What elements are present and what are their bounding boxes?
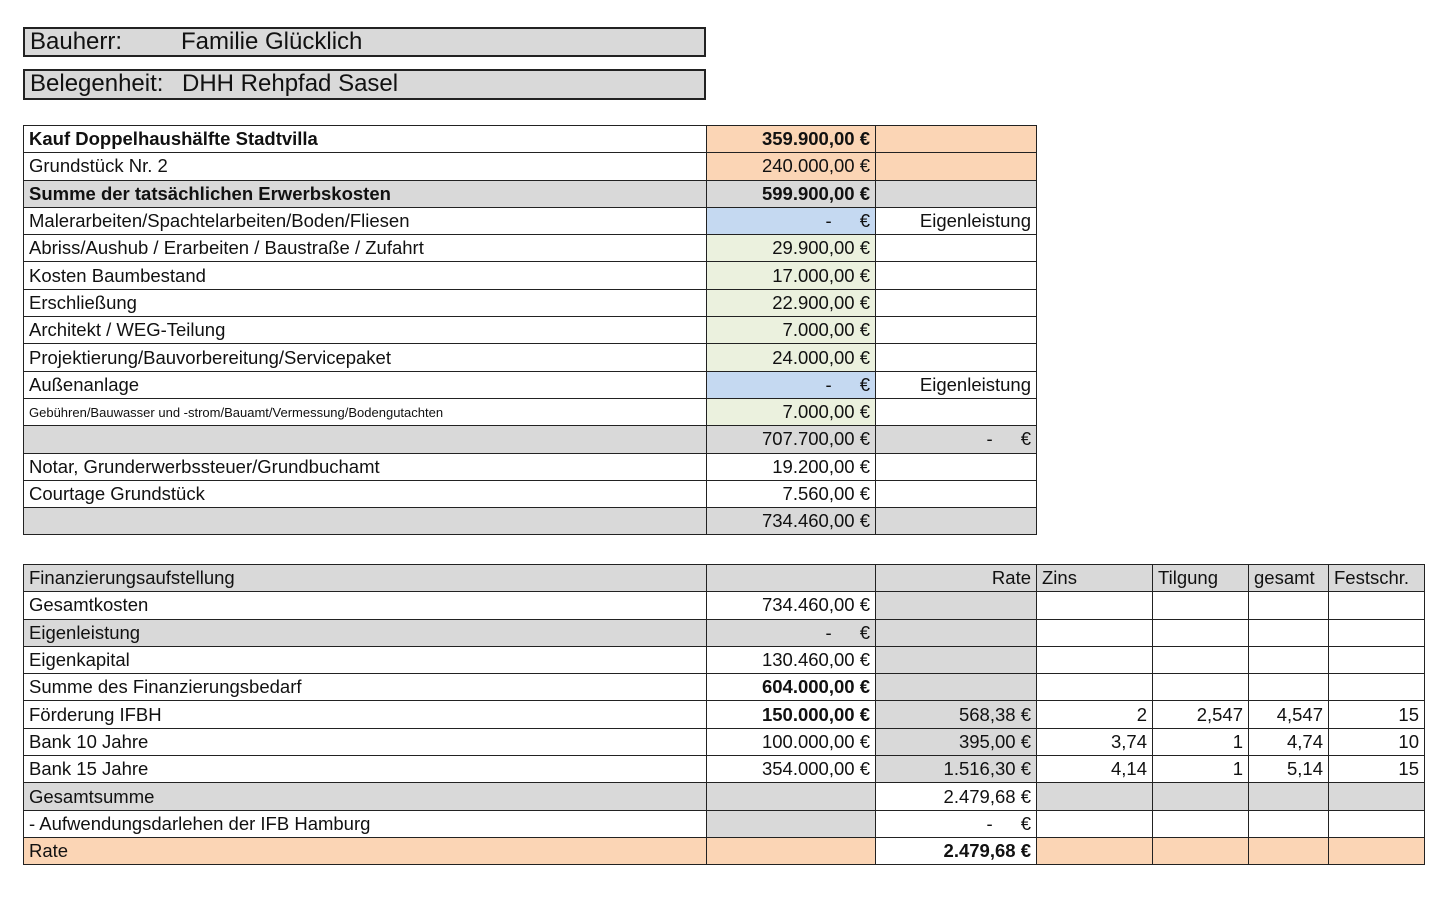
table-row (24, 289, 1037, 316)
finance-label: Bank 10 Jahre (24, 728, 707, 755)
table-row (24, 180, 1037, 207)
header-amount (707, 565, 876, 592)
header-festschr: Festschr. (1329, 565, 1425, 592)
cost-value: 7.000,00 € (707, 317, 876, 344)
finance-gesamt (1249, 783, 1329, 810)
finance-gesamt (1249, 619, 1329, 646)
finance-gesamt (1249, 837, 1329, 864)
cost-note (876, 398, 1037, 425)
finance-amount: 130.460,00 € (707, 646, 876, 673)
finance-label: Gesamtkosten (24, 592, 707, 619)
finance-tilgung (1153, 674, 1249, 701)
cost-note (876, 180, 1037, 207)
finance-tilgung: 1 (1153, 756, 1249, 783)
finance-amount (707, 619, 876, 646)
finance-rate (876, 646, 1037, 673)
cost-label: Abriss/Aushub / Erarbeiten / Baustraße / Zufahrt (24, 235, 707, 262)
cost-note (876, 153, 1037, 180)
cost-label: Courtage Grundstück (24, 480, 707, 507)
finance-amount: 604.000,00 € (707, 674, 876, 701)
table-row (24, 783, 1425, 810)
finance-gesamt (1249, 810, 1329, 837)
dash-value: - (825, 621, 832, 643)
table-row (24, 153, 1037, 180)
finance-festschr (1329, 837, 1425, 864)
cost-value: 17.000,00 € (707, 262, 876, 289)
belegenheit-label: Belegenheit: (30, 70, 164, 97)
cost-label: Gebühren/Bauwasser und -strom/Bauamt/Vermessung/Bodengutachten (24, 398, 707, 425)
table-row (24, 728, 1425, 755)
cost-label: Erschließung (24, 289, 707, 316)
finance-tilgung (1153, 810, 1249, 837)
finance-tilgung: 1 (1153, 728, 1249, 755)
finance-zins (1037, 837, 1153, 864)
cost-value: 707.700,00 € (707, 426, 876, 453)
cost-table (23, 125, 1037, 535)
table-row (24, 207, 1037, 234)
finance-amount: 354.000,00 € (707, 756, 876, 783)
cost-label: Architekt / WEG-Teilung (24, 317, 707, 344)
euro-unit: € (1020, 428, 1031, 450)
cost-label: Kosten Baumbestand (24, 262, 707, 289)
belegenheit-value: DHH Rehpfad Sasel (182, 70, 399, 97)
finance-zins (1037, 646, 1153, 673)
finance-rate: 2.479,68 € (876, 783, 1037, 810)
cost-note (876, 235, 1037, 262)
cost-label: Kauf Doppelhaushälfte Stadtvilla (24, 126, 707, 153)
cost-note: Eigenleistung (876, 371, 1037, 398)
bauherr-box (23, 27, 706, 57)
finance-tilgung: 2,547 (1153, 701, 1249, 728)
table-row (24, 453, 1037, 480)
table-row (24, 398, 1037, 425)
euro-unit: € (859, 373, 870, 395)
table-row (24, 480, 1037, 507)
cost-note (876, 262, 1037, 289)
cost-value: 240.000,00 € (707, 153, 876, 180)
finance-festschr: 10 (1329, 728, 1425, 755)
finance-gesamt (1249, 674, 1329, 701)
table-row (24, 619, 1425, 646)
euro-unit: € (859, 621, 870, 643)
table-row (24, 592, 1425, 619)
table-row (24, 317, 1037, 344)
finance-tilgung (1153, 646, 1249, 673)
finance-zins (1037, 619, 1153, 646)
finance-zins (1037, 592, 1153, 619)
finance-rate (876, 674, 1037, 701)
header-gesamt: gesamt (1249, 565, 1329, 592)
cost-value: 29.900,00 € (707, 235, 876, 262)
finance-amount: 734.460,00 € (707, 592, 876, 619)
cost-value: 7.000,00 € (707, 398, 876, 425)
finance-festschr: 15 (1329, 756, 1425, 783)
finance-label: Bank 15 Jahre (24, 756, 707, 783)
euro-unit: € (1020, 812, 1031, 834)
finance-label: Summe des Finanzierungsbedarf (24, 674, 707, 701)
finance-amount: 100.000,00 € (707, 728, 876, 755)
belegenheit-box (23, 69, 706, 100)
finance-festschr (1329, 646, 1425, 673)
dash-value: - (986, 428, 993, 450)
finance-table (23, 564, 1425, 865)
finance-zins (1037, 810, 1153, 837)
cost-label: Malerarbeiten/Spachtelarbeiten/Boden/Fliesen (24, 207, 707, 234)
dash-value: - (825, 210, 832, 232)
cost-value: 7.560,00 € (707, 480, 876, 507)
finance-gesamt (1249, 646, 1329, 673)
finance-zins: 4,14 (1037, 756, 1153, 783)
finance-tilgung (1153, 837, 1249, 864)
cost-value: 22.900,00 € (707, 289, 876, 316)
finance-rate (876, 619, 1037, 646)
cost-label: Grundstück Nr. 2 (24, 153, 707, 180)
finance-gesamt: 5,14 (1249, 756, 1329, 783)
bauherr-value: Familie Glücklich (181, 28, 363, 55)
cost-note (876, 453, 1037, 480)
finance-rate: 568,38 € (876, 701, 1037, 728)
table-row (24, 344, 1037, 371)
cost-label (24, 426, 707, 453)
cost-value (707, 207, 876, 234)
finance-tilgung (1153, 783, 1249, 810)
table-row (24, 837, 1425, 864)
cost-label: Summe der tatsächlichen Erwerbskosten (24, 180, 707, 207)
cost-note: Eigenleistung (876, 207, 1037, 234)
finance-festschr (1329, 783, 1425, 810)
cost-label: Außenanlage (24, 371, 707, 398)
cost-value: 734.460,00 € (707, 508, 876, 535)
finance-rate: 395,00 € (876, 728, 1037, 755)
table-row (24, 756, 1425, 783)
header-tilgung: Tilgung (1153, 565, 1249, 592)
finance-festschr (1329, 674, 1425, 701)
finance-amount (707, 810, 876, 837)
table-row (24, 508, 1037, 535)
table-row (24, 646, 1425, 673)
finance-festschr (1329, 619, 1425, 646)
finance-rate: 2.479,68 € (876, 837, 1037, 864)
table-row (24, 426, 1037, 453)
finance-tilgung (1153, 619, 1249, 646)
finance-festschr (1329, 810, 1425, 837)
cost-value: 599.900,00 € (707, 180, 876, 207)
finance-header-row (24, 565, 1425, 592)
finance-zins (1037, 674, 1153, 701)
finance-label: Gesamtsumme (24, 783, 707, 810)
finance-zins (1037, 783, 1153, 810)
finance-rate: 1.516,30 € (876, 756, 1037, 783)
finance-amount (707, 783, 876, 810)
cost-note (876, 289, 1037, 316)
finance-rate (876, 592, 1037, 619)
table-row (24, 810, 1425, 837)
finance-gesamt: 4,547 (1249, 701, 1329, 728)
finance-label: Eigenleistung (24, 619, 707, 646)
finance-amount: 150.000,00 € (707, 701, 876, 728)
table-row (24, 674, 1425, 701)
finance-tilgung (1153, 592, 1249, 619)
finance-label: - Aufwendungsdarlehen der IFB Hamburg (24, 810, 707, 837)
dash-value: - (825, 373, 832, 395)
finance-title: Finanzierungsaufstellung (24, 565, 707, 592)
finance-label: Eigenkapital (24, 646, 707, 673)
cost-note (876, 426, 1037, 453)
table-row (24, 235, 1037, 262)
cost-label: Notar, Grunderwerbssteuer/Grundbuchamt (24, 453, 707, 480)
cost-label: Projektierung/Bauvorbereitung/Servicepaket (24, 344, 707, 371)
euro-unit: € (859, 210, 870, 232)
bauherr-label: Bauherr: (30, 28, 123, 55)
finance-rate (876, 810, 1037, 837)
table-row (24, 126, 1037, 153)
table-row (24, 371, 1037, 398)
cost-note (876, 480, 1037, 507)
cost-note (876, 508, 1037, 535)
finance-gesamt (1249, 592, 1329, 619)
dash-value: - (986, 812, 993, 834)
finance-label: Rate (24, 837, 707, 864)
cost-value: 24.000,00 € (707, 344, 876, 371)
header-rate: Rate (876, 565, 1037, 592)
cost-label (24, 508, 707, 535)
finance-amount (707, 837, 876, 864)
finance-festschr: 15 (1329, 701, 1425, 728)
cost-note (876, 126, 1037, 153)
finance-zins: 2 (1037, 701, 1153, 728)
cost-note (876, 344, 1037, 371)
finance-zins: 3,74 (1037, 728, 1153, 755)
header-zins: Zins (1037, 565, 1153, 592)
table-row (24, 262, 1037, 289)
cost-note (876, 317, 1037, 344)
cost-value: 19.200,00 € (707, 453, 876, 480)
table-row (24, 701, 1425, 728)
cost-value: 359.900,00 € (707, 126, 876, 153)
finance-gesamt: 4,74 (1249, 728, 1329, 755)
cost-value (707, 371, 876, 398)
finance-label: Förderung IFBH (24, 701, 707, 728)
finance-festschr (1329, 592, 1425, 619)
